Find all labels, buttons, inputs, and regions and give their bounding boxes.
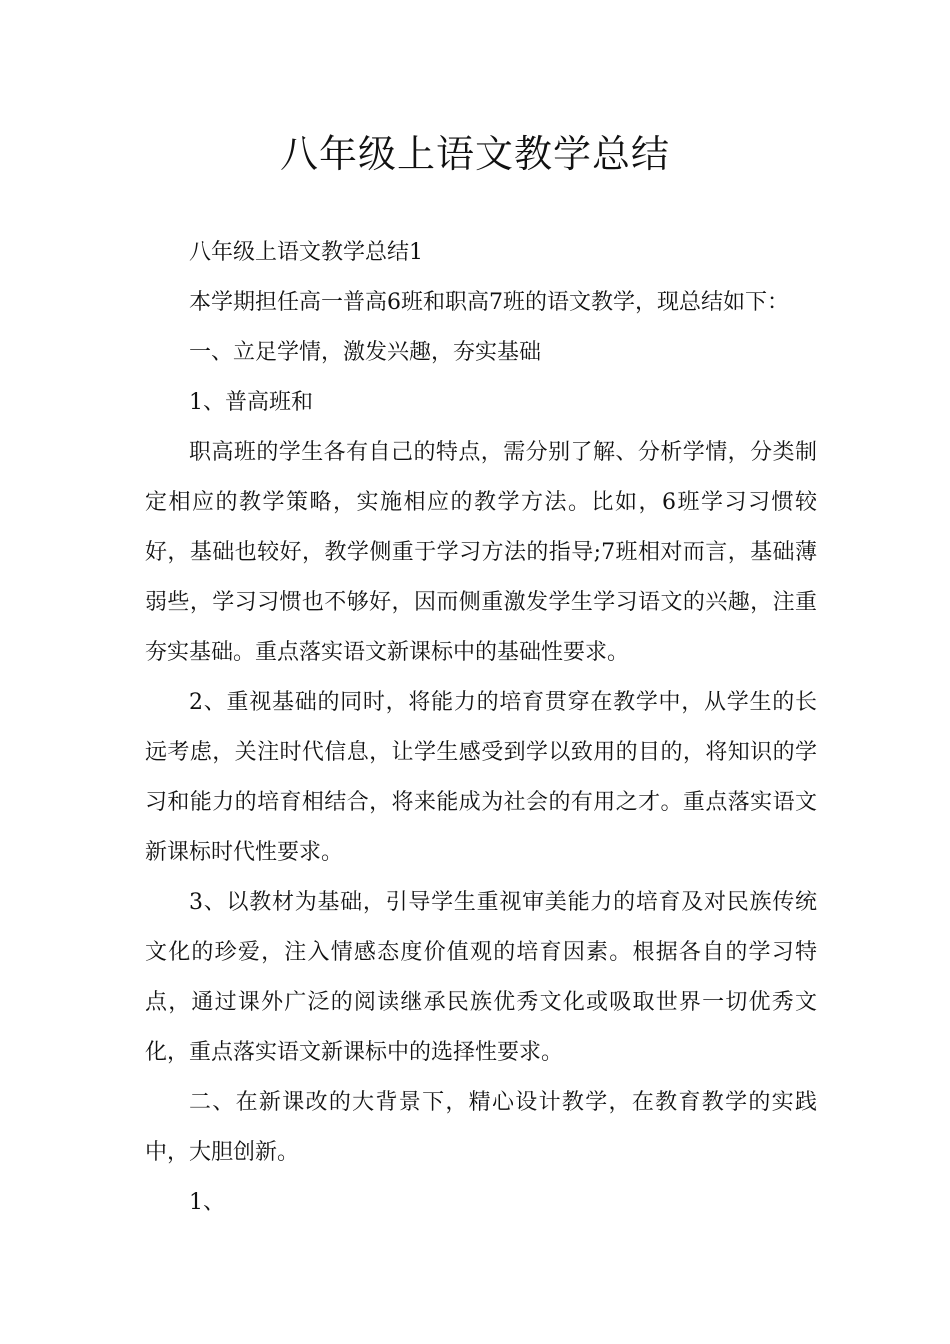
paragraph-item-2-1: 1、 xyxy=(189,1190,225,1215)
paragraph-intro: 本学期担任高一普高6班和职高7班的语文教学，现总结如下： xyxy=(189,290,789,315)
section-heading-2: 二、在新课改的大背景下，精心设计教学，在教育教学的实践中，大胆创新。 xyxy=(145,1090,817,1165)
paragraph-subtitle: 八年级上语文教学总结1 xyxy=(189,240,423,265)
paragraph-item-2: 2、重视基础的同时，将能力的培育贯穿在教学中，从学生的长远考虑，关注时代信息，让学生感受到学以致用的目的，将知识的学习和能力的培育相结合，将来能成为社会的有用之才。重点落实语文新课标时代性要求。 xyxy=(145,690,817,865)
paragraph-item-1-detail: 职高班的学生各有自己的特点，需分别了解、分析学情，分类制定相应的教学策略，实施相应的教学方法。比如，6班学习习惯较好，基础也较好，教学侧重于学习方法的指导;7班相对而言，基础薄弱些，学习习惯也不够好，因而侧重激发学生学习语文的兴趣，注重夯实基础。重点落实语文新课标中的基础性要求。 xyxy=(145,440,817,665)
paragraph-item-3: 3、以教材为基础，引导学生重视审美能力的培育及对民族传统文化的珍爱，注入情感态度价值观的培育因素。根据各自的学习特点，通过课外广泛的阅读继承民族优秀文化或吸取世界一切优秀文化，重点落实语文新课标中的选择性要求。 xyxy=(145,890,817,1065)
document-body xyxy=(145,228,817,1228)
document-title: 八年级上语文教学总结 xyxy=(279,132,670,176)
paragraph-item-1: 1、普高班和 xyxy=(189,390,313,415)
section-heading-1: 一、立足学情，激发兴趣，夯实基础 xyxy=(189,340,542,365)
